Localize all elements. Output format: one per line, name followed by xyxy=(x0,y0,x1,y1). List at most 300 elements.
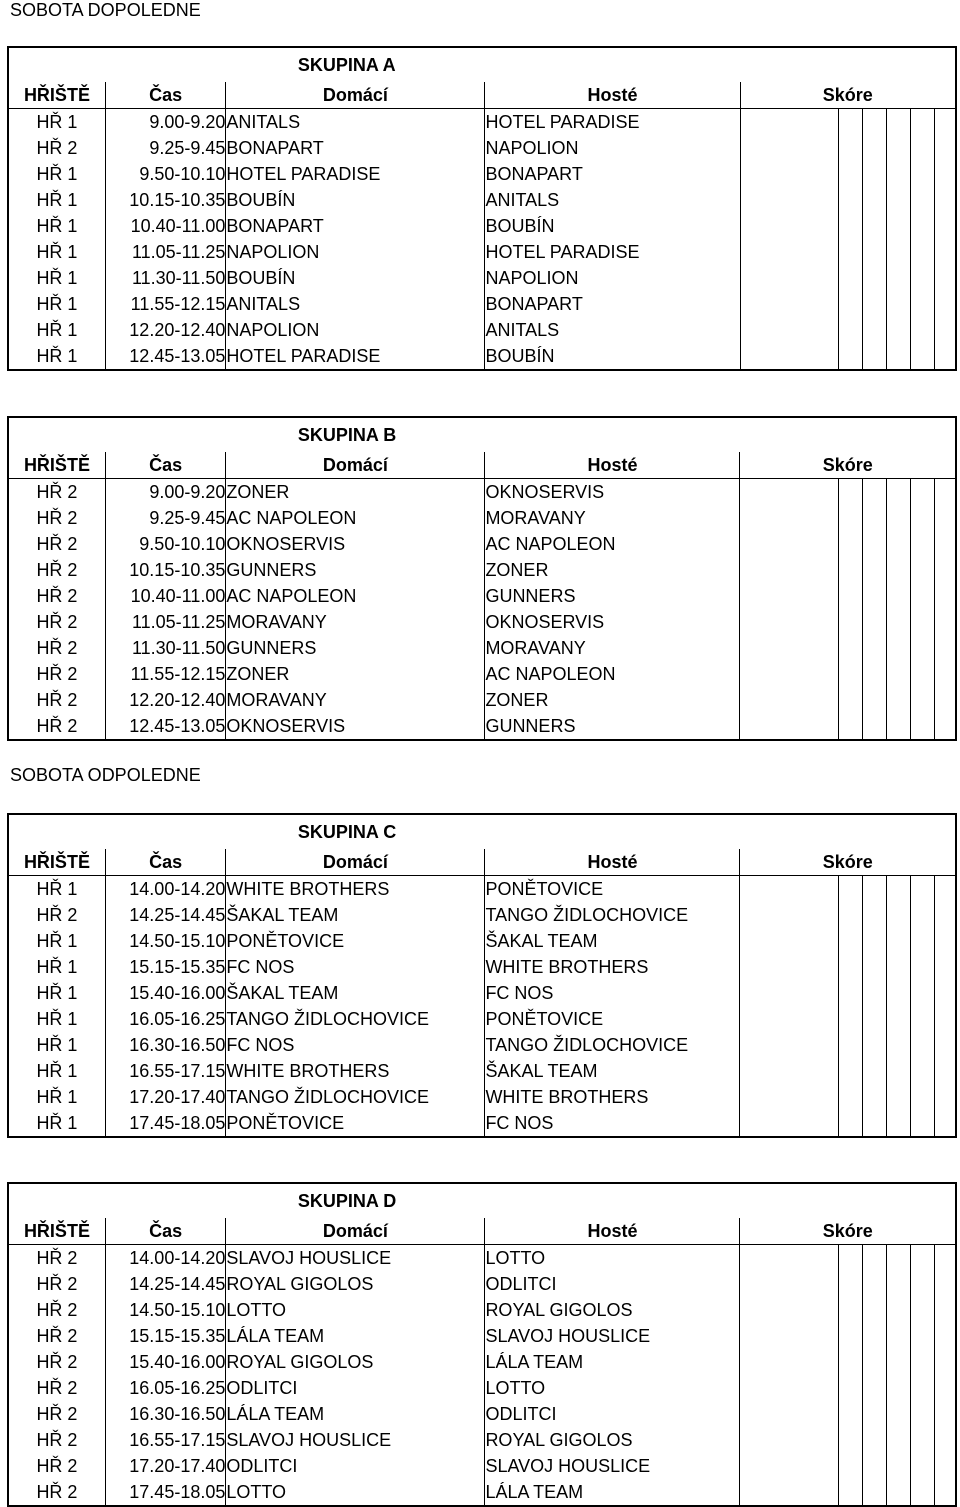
score-cell[interactable] xyxy=(862,713,886,740)
score-cell[interactable] xyxy=(838,902,862,928)
match-time: 17.20-17.40 xyxy=(105,1084,225,1110)
score-cell[interactable] xyxy=(887,954,911,980)
score-cell[interactable] xyxy=(935,1297,956,1323)
score-cell[interactable] xyxy=(887,109,911,136)
match-row xyxy=(8,531,956,557)
score-cell[interactable] xyxy=(935,531,956,557)
score-cell[interactable] xyxy=(862,1032,886,1058)
score-cell[interactable] xyxy=(862,1453,886,1479)
match-guest-team: HOTEL PARADISE xyxy=(485,239,740,265)
score-cell[interactable] xyxy=(838,531,862,557)
score-cell[interactable] xyxy=(838,1427,862,1453)
score-cell[interactable] xyxy=(887,1006,911,1032)
score-cell[interactable] xyxy=(740,135,838,161)
score-cell[interactable] xyxy=(935,876,956,903)
score-cell[interactable] xyxy=(838,980,862,1006)
score-cell[interactable] xyxy=(935,135,956,161)
score-cell[interactable] xyxy=(862,557,886,583)
score-cell[interactable] xyxy=(838,609,862,635)
score-cell[interactable] xyxy=(911,1427,935,1453)
score-cell[interactable] xyxy=(838,1323,862,1349)
score-cell[interactable] xyxy=(935,928,956,954)
match-row xyxy=(8,1323,956,1349)
score-cell[interactable] xyxy=(935,635,956,661)
score-cell[interactable] xyxy=(862,1084,886,1110)
match-row xyxy=(8,505,956,531)
header-guest: Hosté xyxy=(485,849,740,876)
score-cell[interactable] xyxy=(911,317,935,343)
score-cell[interactable] xyxy=(862,479,886,506)
match-field: HŘ 2 xyxy=(8,557,105,583)
match-field: HŘ 2 xyxy=(8,1427,105,1453)
score-cell[interactable] xyxy=(911,1323,935,1349)
score-cell[interactable] xyxy=(935,1110,956,1137)
score-cell[interactable] xyxy=(740,1110,838,1137)
score-cell[interactable] xyxy=(887,1479,911,1506)
score-cell[interactable] xyxy=(862,505,886,531)
score-cell[interactable] xyxy=(862,980,886,1006)
score-cell[interactable] xyxy=(862,583,886,609)
match-field: HŘ 1 xyxy=(8,980,105,1006)
score-cell[interactable] xyxy=(740,980,838,1006)
match-field: HŘ 1 xyxy=(8,1084,105,1110)
score-cell[interactable] xyxy=(887,1058,911,1084)
score-cell[interactable] xyxy=(935,1427,956,1453)
score-cell[interactable] xyxy=(911,213,935,239)
score-cell[interactable] xyxy=(862,609,886,635)
score-cell[interactable] xyxy=(887,713,911,740)
score-cell[interactable] xyxy=(838,1375,862,1401)
score-cell[interactable] xyxy=(740,1297,838,1323)
score-cell[interactable] xyxy=(838,876,862,903)
score-cell[interactable] xyxy=(935,1006,956,1032)
header-field: HŘIŠTĚ xyxy=(8,452,105,479)
score-cell[interactable] xyxy=(862,531,886,557)
score-cell[interactable] xyxy=(862,1375,886,1401)
score-cell[interactable] xyxy=(838,928,862,954)
score-cell[interactable] xyxy=(862,1245,886,1272)
score-cell[interactable] xyxy=(838,1401,862,1427)
score-cell[interactable] xyxy=(887,1032,911,1058)
score-cell[interactable] xyxy=(887,239,911,265)
score-cell[interactable] xyxy=(911,1271,935,1297)
match-time: 16.55-17.15 xyxy=(105,1058,225,1084)
score-cell[interactable] xyxy=(935,609,956,635)
score-cell[interactable] xyxy=(740,1006,838,1032)
score-cell[interactable] xyxy=(838,213,862,239)
score-cell[interactable] xyxy=(863,317,887,343)
score-cell[interactable] xyxy=(911,980,935,1006)
score-cell[interactable] xyxy=(862,661,886,687)
score-cell[interactable] xyxy=(838,687,862,713)
score-cell[interactable] xyxy=(935,1323,956,1349)
score-cell[interactable] xyxy=(935,1375,956,1401)
score-cell[interactable] xyxy=(887,1453,911,1479)
score-cell[interactable] xyxy=(863,343,887,370)
match-home-team: OKNOSERVIS xyxy=(226,531,485,557)
score-cell[interactable] xyxy=(838,265,862,291)
score-cell[interactable] xyxy=(911,505,935,531)
score-cell[interactable] xyxy=(862,687,886,713)
match-guest-team: ŠAKAL TEAM xyxy=(485,1058,740,1084)
score-cell[interactable] xyxy=(862,902,886,928)
match-field: HŘ 2 xyxy=(8,1323,105,1349)
score-cell[interactable] xyxy=(838,239,862,265)
score-cell[interactable] xyxy=(838,135,862,161)
score-cell[interactable] xyxy=(740,1271,838,1297)
score-cell[interactable] xyxy=(862,1479,886,1506)
score-cell[interactable] xyxy=(911,713,935,740)
match-field: HŘ 1 xyxy=(8,239,105,265)
score-cell[interactable] xyxy=(887,609,911,635)
score-cell[interactable] xyxy=(838,1032,862,1058)
score-cell[interactable] xyxy=(911,291,935,317)
score-cell[interactable] xyxy=(740,479,838,506)
header-field: HŘIŠTĚ xyxy=(8,1218,105,1245)
score-cell[interactable] xyxy=(911,135,935,161)
score-cell[interactable] xyxy=(862,876,886,903)
score-cell[interactable] xyxy=(935,187,956,213)
score-cell[interactable] xyxy=(862,954,886,980)
score-cell[interactable] xyxy=(887,1375,911,1401)
score-cell[interactable] xyxy=(887,135,911,161)
match-home-team: ROYAL GIGOLOS xyxy=(226,1349,485,1375)
score-cell[interactable] xyxy=(935,265,956,291)
score-cell[interactable] xyxy=(838,1297,862,1323)
score-cell[interactable] xyxy=(935,1349,956,1375)
match-field: HŘ 1 xyxy=(8,187,105,213)
score-cell[interactable] xyxy=(935,557,956,583)
match-time: 15.15-15.35 xyxy=(105,954,225,980)
score-cell[interactable] xyxy=(887,583,911,609)
match-row xyxy=(8,1032,956,1058)
match-guest-team: ODLITCI xyxy=(485,1271,740,1297)
score-cell[interactable] xyxy=(911,1349,935,1375)
score-cell[interactable] xyxy=(740,505,838,531)
score-cell[interactable] xyxy=(911,609,935,635)
score-cell[interactable] xyxy=(887,1297,911,1323)
score-cell[interactable] xyxy=(740,531,838,557)
score-cell[interactable] xyxy=(887,187,911,213)
score-cell[interactable] xyxy=(911,1375,935,1401)
match-time: 14.50-15.10 xyxy=(105,1297,225,1323)
score-cell[interactable] xyxy=(740,713,838,740)
score-cell[interactable] xyxy=(911,928,935,954)
match-home-team: LOTTO xyxy=(226,1479,485,1506)
score-cell[interactable] xyxy=(887,343,911,370)
score-cell[interactable] xyxy=(887,1427,911,1453)
match-row xyxy=(8,479,956,506)
score-cell[interactable] xyxy=(911,1297,935,1323)
score-cell[interactable] xyxy=(740,187,838,213)
match-field: HŘ 2 xyxy=(8,687,105,713)
header-home: Domácí xyxy=(226,1218,485,1245)
score-cell[interactable] xyxy=(740,1084,838,1110)
score-cell[interactable] xyxy=(838,1349,862,1375)
group-table-c xyxy=(7,813,957,1138)
score-cell[interactable] xyxy=(935,661,956,687)
score-cell[interactable] xyxy=(887,1245,911,1272)
score-cell[interactable] xyxy=(838,343,862,370)
title-spacer xyxy=(8,47,226,82)
score-cell[interactable] xyxy=(911,902,935,928)
score-cell[interactable] xyxy=(911,1006,935,1032)
score-cell[interactable] xyxy=(863,291,887,317)
score-cell[interactable] xyxy=(838,505,862,531)
match-row xyxy=(8,902,956,928)
score-cell[interactable] xyxy=(935,161,956,187)
score-cell[interactable] xyxy=(838,291,862,317)
match-row xyxy=(8,1375,956,1401)
score-cell[interactable] xyxy=(911,479,935,506)
score-cell[interactable] xyxy=(935,1453,956,1479)
score-cell[interactable] xyxy=(911,557,935,583)
match-row xyxy=(8,1058,956,1084)
score-cell[interactable] xyxy=(887,505,911,531)
score-cell[interactable] xyxy=(911,1245,935,1272)
match-guest-team: BOUBÍN xyxy=(485,343,740,370)
match-guest-team: ODLITCI xyxy=(485,1401,740,1427)
score-cell[interactable] xyxy=(862,1006,886,1032)
score-cell[interactable] xyxy=(911,876,935,903)
score-cell[interactable] xyxy=(887,635,911,661)
score-cell[interactable] xyxy=(887,902,911,928)
score-cell[interactable] xyxy=(838,1110,862,1137)
score-cell[interactable] xyxy=(935,213,956,239)
score-cell[interactable] xyxy=(740,1479,838,1506)
score-cell[interactable] xyxy=(838,713,862,740)
score-cell[interactable] xyxy=(935,1271,956,1297)
header-time: Čas xyxy=(105,849,225,876)
score-cell[interactable] xyxy=(911,161,935,187)
score-cell[interactable] xyxy=(863,213,887,239)
score-cell[interactable] xyxy=(887,161,911,187)
score-cell[interactable] xyxy=(911,1453,935,1479)
score-cell[interactable] xyxy=(935,1401,956,1427)
score-cell[interactable] xyxy=(740,109,838,136)
score-cell[interactable] xyxy=(887,1110,911,1137)
score-cell[interactable] xyxy=(740,1427,838,1453)
match-guest-team: GUNNERS xyxy=(485,713,740,740)
match-home-team: ZONER xyxy=(226,661,485,687)
score-cell[interactable] xyxy=(911,1058,935,1084)
group-title-row xyxy=(8,1183,956,1218)
match-row xyxy=(8,1110,956,1137)
score-cell[interactable] xyxy=(740,343,838,370)
score-cell[interactable] xyxy=(838,1084,862,1110)
score-cell[interactable] xyxy=(862,1271,886,1297)
score-cell[interactable] xyxy=(935,954,956,980)
score-cell[interactable] xyxy=(935,713,956,740)
score-cell[interactable] xyxy=(862,928,886,954)
score-cell[interactable] xyxy=(740,635,838,661)
score-cell[interactable] xyxy=(740,661,838,687)
match-time: 11.05-11.25 xyxy=(105,609,225,635)
score-cell[interactable] xyxy=(935,1479,956,1506)
score-cell[interactable] xyxy=(887,1349,911,1375)
score-cell[interactable] xyxy=(862,1058,886,1084)
score-cell[interactable] xyxy=(911,1110,935,1137)
score-cell[interactable] xyxy=(740,317,838,343)
score-cell[interactable] xyxy=(740,1401,838,1427)
score-cell[interactable] xyxy=(740,1058,838,1084)
score-cell[interactable] xyxy=(862,1349,886,1375)
match-guest-team: BOUBÍN xyxy=(485,213,740,239)
score-cell[interactable] xyxy=(911,687,935,713)
match-row xyxy=(8,135,956,161)
score-cell[interactable] xyxy=(935,583,956,609)
score-cell[interactable] xyxy=(935,317,956,343)
score-cell[interactable] xyxy=(862,1110,886,1137)
score-cell[interactable] xyxy=(911,187,935,213)
score-cell[interactable] xyxy=(911,954,935,980)
score-cell[interactable] xyxy=(740,609,838,635)
match-row xyxy=(8,954,956,980)
score-cell[interactable] xyxy=(740,902,838,928)
score-cell[interactable] xyxy=(911,109,935,136)
score-cell[interactable] xyxy=(911,343,935,370)
score-cell[interactable] xyxy=(838,1479,862,1506)
score-cell[interactable] xyxy=(740,239,838,265)
score-cell[interactable] xyxy=(911,1032,935,1058)
score-cell[interactable] xyxy=(935,1058,956,1084)
score-cell[interactable] xyxy=(935,479,956,506)
score-cell[interactable] xyxy=(887,687,911,713)
score-cell[interactable] xyxy=(862,635,886,661)
score-cell[interactable] xyxy=(887,479,911,506)
group-title: SKUPINA A xyxy=(226,47,956,82)
match-guest-team: LOTTO xyxy=(485,1375,740,1401)
match-home-team: SLAVOJ HOUSLICE xyxy=(226,1245,485,1272)
score-cell[interactable] xyxy=(740,1032,838,1058)
score-cell[interactable] xyxy=(740,876,838,903)
score-cell[interactable] xyxy=(862,1427,886,1453)
score-cell[interactable] xyxy=(863,161,887,187)
score-cell[interactable] xyxy=(935,687,956,713)
score-cell[interactable] xyxy=(740,265,838,291)
match-guest-team: HOTEL PARADISE xyxy=(485,109,740,136)
score-cell[interactable] xyxy=(863,187,887,213)
score-cell[interactable] xyxy=(935,980,956,1006)
score-cell[interactable] xyxy=(935,343,956,370)
score-cell[interactable] xyxy=(887,265,911,291)
match-row xyxy=(8,557,956,583)
match-row xyxy=(8,687,956,713)
match-home-team: WHITE BROTHERS xyxy=(226,1058,485,1084)
score-cell[interactable] xyxy=(887,1271,911,1297)
score-cell[interactable] xyxy=(911,661,935,687)
score-cell[interactable] xyxy=(862,1297,886,1323)
score-cell[interactable] xyxy=(740,954,838,980)
match-time: 15.15-15.35 xyxy=(105,1323,225,1349)
score-cell[interactable] xyxy=(838,1271,862,1297)
score-cell[interactable] xyxy=(863,239,887,265)
score-cell[interactable] xyxy=(838,187,862,213)
score-cell[interactable] xyxy=(863,135,887,161)
score-cell[interactable] xyxy=(740,213,838,239)
score-cell[interactable] xyxy=(838,954,862,980)
match-field: HŘ 2 xyxy=(8,661,105,687)
score-cell[interactable] xyxy=(935,109,956,136)
score-cell[interactable] xyxy=(863,109,887,136)
score-cell[interactable] xyxy=(740,557,838,583)
match-row xyxy=(8,317,956,343)
score-cell[interactable] xyxy=(887,1084,911,1110)
group-title-row xyxy=(8,47,956,82)
score-cell[interactable] xyxy=(935,1245,956,1272)
score-cell[interactable] xyxy=(862,1323,886,1349)
score-cell[interactable] xyxy=(911,1084,935,1110)
score-cell[interactable] xyxy=(838,1006,862,1032)
score-cell[interactable] xyxy=(887,980,911,1006)
score-cell[interactable] xyxy=(838,479,862,506)
score-cell[interactable] xyxy=(887,876,911,903)
score-cell[interactable] xyxy=(740,1453,838,1479)
score-cell[interactable] xyxy=(838,583,862,609)
score-cell[interactable] xyxy=(740,1375,838,1401)
score-cell[interactable] xyxy=(911,1479,935,1506)
score-cell[interactable] xyxy=(887,1401,911,1427)
score-cell[interactable] xyxy=(935,239,956,265)
score-cell[interactable] xyxy=(911,265,935,291)
score-cell[interactable] xyxy=(838,1453,862,1479)
score-cell[interactable] xyxy=(740,928,838,954)
match-home-team: FC NOS xyxy=(226,954,485,980)
score-cell[interactable] xyxy=(911,531,935,557)
score-cell[interactable] xyxy=(838,109,862,136)
score-cell[interactable] xyxy=(911,583,935,609)
score-cell[interactable] xyxy=(838,557,862,583)
score-cell[interactable] xyxy=(887,317,911,343)
score-cell[interactable] xyxy=(887,213,911,239)
score-cell[interactable] xyxy=(838,1245,862,1272)
score-cell[interactable] xyxy=(862,1401,886,1427)
score-cell[interactable] xyxy=(740,687,838,713)
match-time: 10.40-11.00 xyxy=(105,583,225,609)
score-cell[interactable] xyxy=(887,661,911,687)
title-spacer xyxy=(8,417,226,452)
score-cell[interactable] xyxy=(935,1084,956,1110)
score-cell[interactable] xyxy=(935,291,956,317)
score-cell[interactable] xyxy=(911,1401,935,1427)
score-cell[interactable] xyxy=(887,928,911,954)
score-cell[interactable] xyxy=(887,1323,911,1349)
score-cell[interactable] xyxy=(911,239,935,265)
score-cell[interactable] xyxy=(838,661,862,687)
score-cell[interactable] xyxy=(887,291,911,317)
score-cell[interactable] xyxy=(935,1032,956,1058)
score-cell[interactable] xyxy=(740,291,838,317)
score-cell[interactable] xyxy=(740,1349,838,1375)
score-cell[interactable] xyxy=(935,505,956,531)
score-cell[interactable] xyxy=(838,635,862,661)
score-cell[interactable] xyxy=(887,557,911,583)
score-cell[interactable] xyxy=(838,1058,862,1084)
score-cell[interactable] xyxy=(911,635,935,661)
score-cell[interactable] xyxy=(740,1245,838,1272)
match-time: 12.20-12.40 xyxy=(105,317,226,343)
score-cell[interactable] xyxy=(740,583,838,609)
match-time: 16.05-16.25 xyxy=(105,1006,225,1032)
score-cell[interactable] xyxy=(740,161,838,187)
score-cell[interactable] xyxy=(838,317,862,343)
score-cell[interactable] xyxy=(740,1323,838,1349)
score-cell[interactable] xyxy=(935,902,956,928)
score-cell[interactable] xyxy=(838,161,862,187)
score-cell[interactable] xyxy=(887,531,911,557)
match-guest-team: MORAVANY xyxy=(485,635,740,661)
score-cell[interactable] xyxy=(863,265,887,291)
